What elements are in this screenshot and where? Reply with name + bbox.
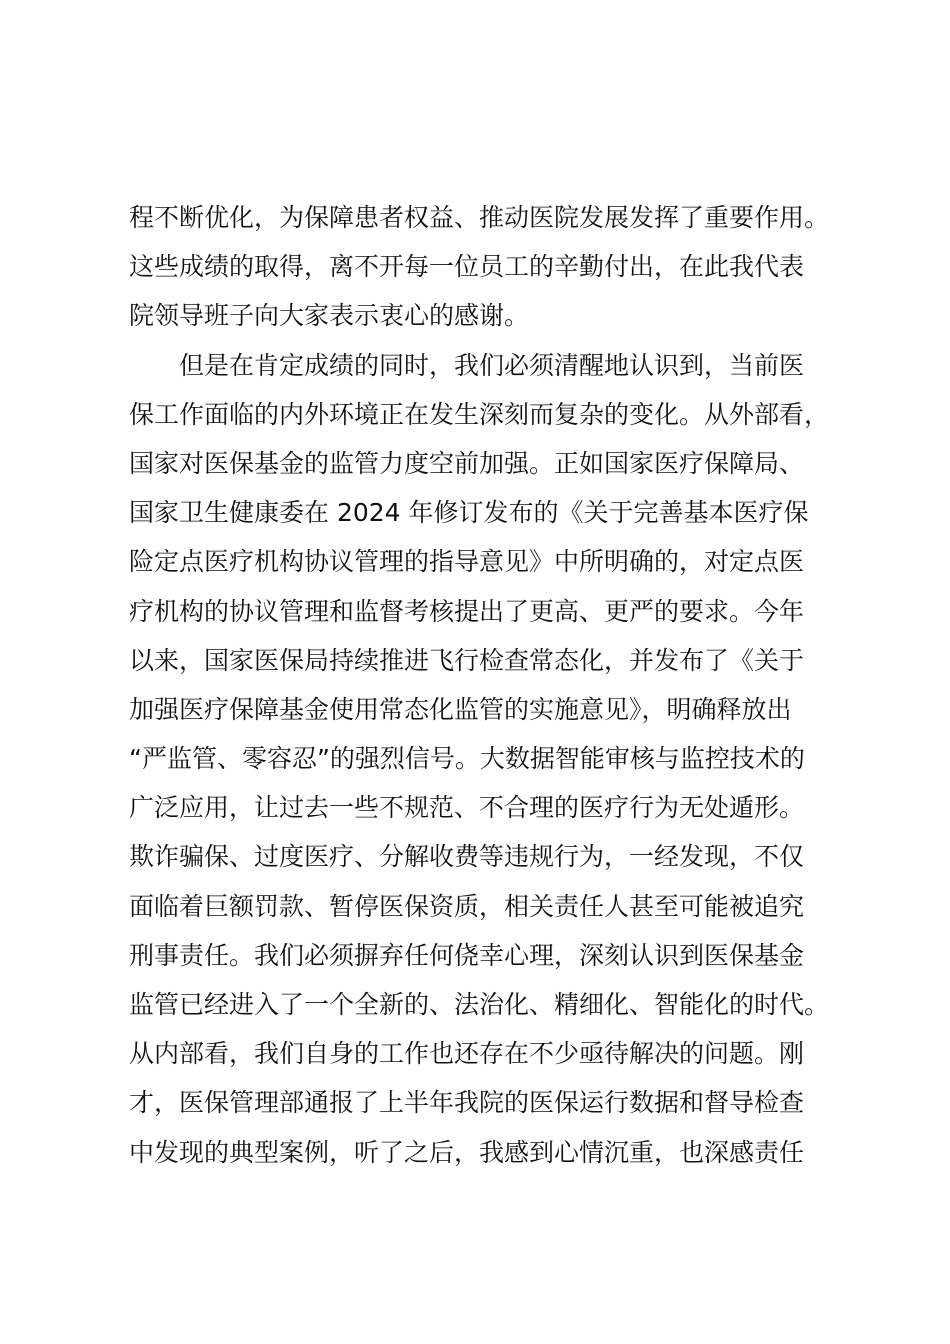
text-line: 刑事责任。我们必须摒弃任何侥幸心理，深刻认识到医保基金	[129, 940, 805, 970]
text-line: 程不断优化，为保障患者权益、推动医院发展发挥了重要作用。	[129, 203, 830, 232]
text-line: “严监管、零容忍”的强烈信号。大数据智能审核与监控技术的	[129, 744, 805, 774]
text-line: 疗机构的协议管理和监督考核提出了更高、更严的要求。今年	[129, 596, 805, 626]
text-line: 从内部看，我们自身的工作也还存在不少亟待解决的问题。刚	[129, 1039, 805, 1069]
text-line: 广泛应用，让过去一些不规范、不合理的医疗行为无处遁形。	[129, 793, 805, 823]
text-line: 欺诈骗保、过度医疗、分解收费等违规行为，一经发现，不仅	[129, 842, 805, 872]
text-line: 险定点医疗机构协议管理的指导意见》中所明确的，对定点医	[129, 547, 805, 577]
text-line: 国家对医保基金的监管力度空前加强。正如国家医疗保障局、	[129, 448, 805, 478]
paragraph-first-line: 但是在肯定成绩的同时，我们必须清醒地认识到，当前医	[179, 350, 805, 380]
text-line: 中发现的典型案例，听了之后，我感到心情沉重，也深感责任	[129, 1137, 805, 1167]
text-line: 以来，国家医保局持续推进飞行检查常态化，并发布了《关于	[129, 645, 805, 675]
text-line: 院领导班子向大家表示衷心的感谢。	[129, 301, 530, 331]
text-line: 才，医保管理部通报了上半年我院的医保运行数据和督导检查	[129, 1088, 805, 1118]
text-line: 加强医疗保障基金使用常态化监管的实施意见》，明确释放出	[129, 694, 792, 724]
text-line: 监管已经进入了一个全新的、法治化、精细化、智能化的时代。	[129, 990, 830, 1019]
text-line: 这些成绩的取得，离不开每一位员工的辛勤付出，在此我代表	[129, 252, 805, 282]
text-line: 国家卫生健康委在 2024 年修订发布的《关于完善基本医疗保	[129, 498, 809, 528]
text-line: 面临着巨额罚款、暂停医保资质，相关责任人甚至可能被追究	[129, 891, 805, 921]
text-line: 保工作面临的内外环境正在发生深刻而复杂的变化。从外部看，	[129, 399, 830, 429]
body-text	[129, 193, 849, 1177]
